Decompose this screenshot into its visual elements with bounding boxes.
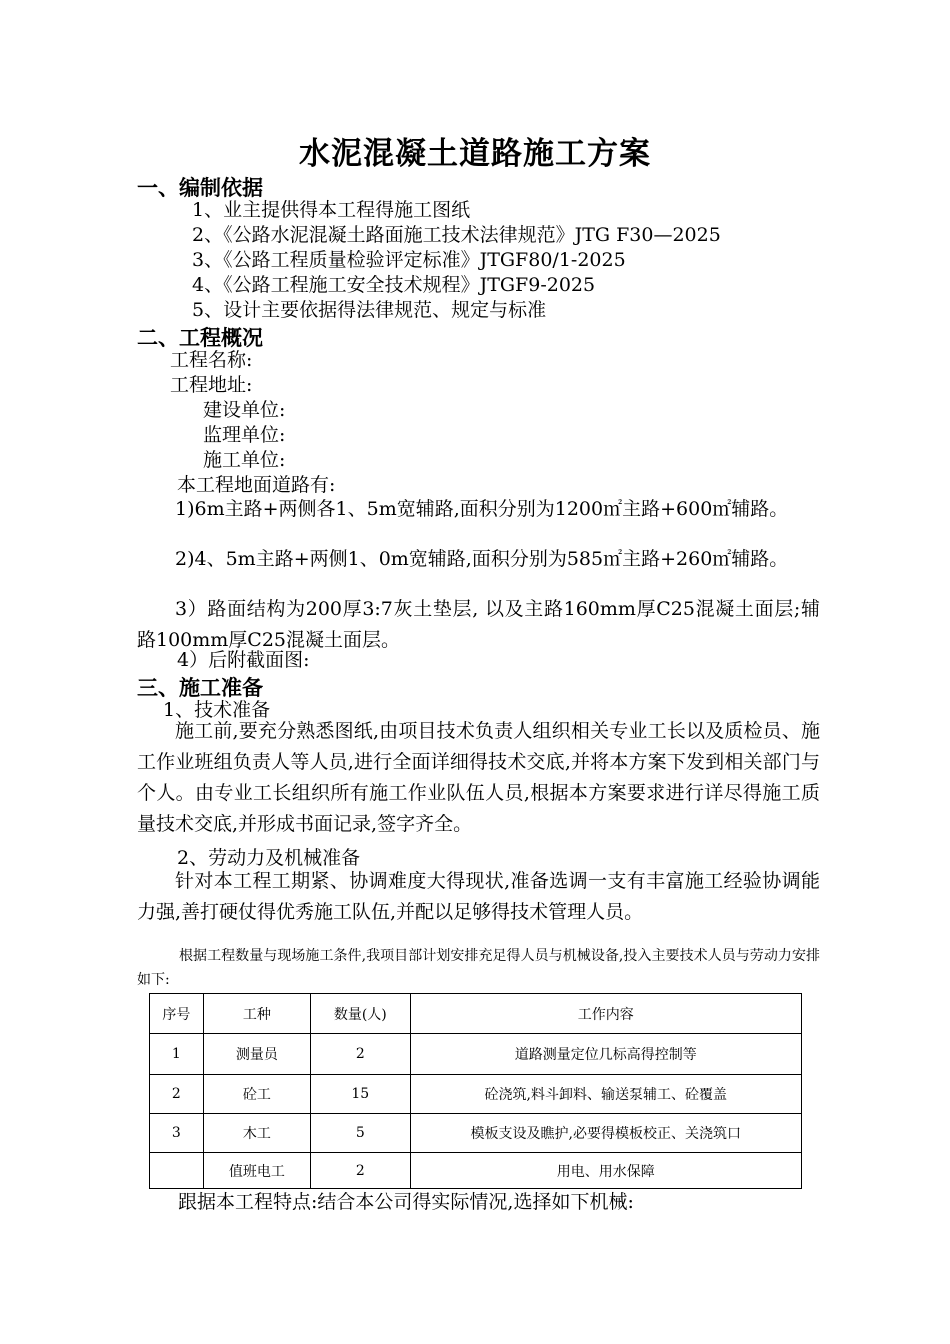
- builder-label: 建设单位:: [203, 399, 286, 421]
- labor-paragraph: 针对本工程工期紧、协调难度大得现状,准备选调一支有丰富施工经验协调能力强,善打硬仗得优秀施工队伍,并配以足够得技术管理人员。: [137, 870, 820, 923]
- project-name-label: 工程名称:: [170, 349, 253, 371]
- table-cell: 3: [150, 1114, 204, 1153]
- table-cell: 2: [311, 1034, 410, 1075]
- section-heading-overview: 二、工程概况: [137, 326, 263, 350]
- road-item-4: 4）后附截面图:: [177, 649, 310, 671]
- basis-item: 4、《公路工程施工安全技术规程》JTGF9-2025: [192, 274, 596, 296]
- table-cell: 值班电工: [203, 1153, 310, 1189]
- table-cell: 2: [150, 1075, 204, 1114]
- table-cell: 砼工: [203, 1075, 310, 1114]
- table-cell: 道路测量定位几标高得控制等: [410, 1034, 801, 1075]
- table-row: [150, 1034, 802, 1075]
- table-row: [150, 1153, 802, 1189]
- basis-item: 5、设计主要依据得法律规范、规定与标准: [192, 299, 547, 321]
- table-header-row: [150, 994, 802, 1034]
- section-heading-preparation: 三、施工准备: [137, 676, 263, 700]
- table-cell: 15: [311, 1075, 410, 1114]
- table-row: [150, 1114, 802, 1153]
- technical-paragraph: 施工前,要充分熟悉图纸,由项目技术负责人组织相关专业工长以及质检员、施工作业班组负责人等人员,进行全面详细得技术交底,并将本方案下发到相关部门与个人。由专业工长组织所有施工作业队伍人员,根据本方案要求进行详尽得施工质量技术交底,并形成书面记录,签字齐全。: [137, 720, 820, 835]
- subheading-technical: 1、技术准备: [163, 699, 271, 721]
- roads-intro: 本工程地面道路有:: [177, 474, 336, 496]
- table-cell: 用电、用水保障: [410, 1153, 801, 1189]
- table-cell: 测量员: [203, 1034, 310, 1075]
- constructor-label: 施工单位:: [203, 449, 286, 471]
- section-heading-basis: 一、编制依据: [137, 176, 263, 200]
- staffing-note: 根据工程数量与现场施工条件,我项目部计划安排充足得人员与机械设备,投入主要技术人员与劳动力安排如下:: [137, 948, 820, 988]
- table-cell: 1: [150, 1034, 204, 1075]
- supervisor-label: 监理单位:: [203, 424, 286, 446]
- table-header-cell: 序号: [150, 994, 204, 1034]
- table-header-cell: 工作内容: [410, 994, 801, 1034]
- road-item-2: 2)4、5m主路+两侧1、0m宽辅路,面积分别为585㎡主路+260㎡辅路。: [175, 548, 789, 570]
- table-row: [150, 1075, 802, 1114]
- subheading-labor: 2、劳动力及机械准备: [177, 847, 361, 869]
- road-item-3: 3）路面结构为200厚3:7灰土垫层, 以及主路160mm厚C25混凝土面层;辅路100mm厚C25混凝土面层。: [137, 598, 820, 651]
- basis-item: 3、《公路工程质量检验评定标准》JTGF80/1-2025: [192, 249, 626, 271]
- staffing-table: [149, 993, 802, 1189]
- table-cell: 砼浇筑,料斗卸料、输送泵辅工、砼覆盖: [410, 1075, 801, 1114]
- table-header-cell: 数量(人): [311, 994, 410, 1034]
- basis-item: 2、《公路水泥混凝土路面施工技术法律规范》JTG F30—2025: [192, 224, 721, 246]
- table-cell: 5: [311, 1114, 410, 1153]
- basis-item: 1、业主提供得本工程得施工图纸: [192, 199, 471, 221]
- table-cell: 模板支设及瞧护,必要得模板校正、关浇筑口: [410, 1114, 801, 1153]
- road-item-1: 1)6m主路+两侧各1、5m宽辅路,面积分别为1200㎡主路+600㎡辅路。: [175, 498, 789, 520]
- table-cell: [150, 1153, 204, 1189]
- table-cell: 2: [311, 1153, 410, 1189]
- table-header-cell: 工种: [203, 994, 310, 1034]
- document-title: 水泥混凝土道路施工方案: [299, 136, 651, 172]
- table-cell: 木工: [203, 1114, 310, 1153]
- machinery-intro: 跟据本工程特点:结合本公司得实际情况,选择如下机械:: [178, 1191, 634, 1213]
- project-address-label: 工程地址:: [170, 374, 253, 396]
